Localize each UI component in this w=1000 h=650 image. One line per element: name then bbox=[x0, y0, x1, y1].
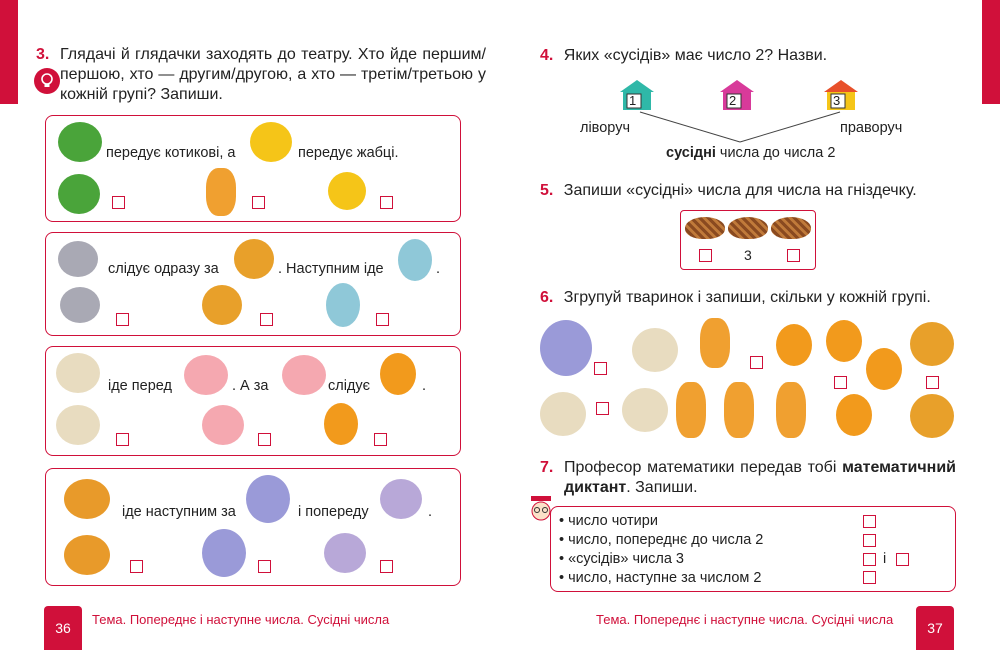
dictation-item-text: число чотири bbox=[568, 513, 658, 529]
left-edge-tab bbox=[0, 0, 18, 104]
dictation-item-text: число, попереднє до числа 2 bbox=[568, 532, 764, 548]
caption-rest: числа до числа 2 bbox=[719, 145, 836, 161]
group-3-text-4: . bbox=[422, 378, 427, 394]
cat-icon bbox=[700, 318, 730, 368]
answer-box[interactable] bbox=[116, 433, 129, 446]
dog-icon bbox=[202, 285, 242, 325]
mouse-icon bbox=[60, 287, 100, 323]
group-2-box bbox=[45, 232, 461, 336]
task-5-text: Запиши «сусідні» числа для числа на гніздечку. bbox=[563, 182, 917, 199]
task-7 bbox=[540, 458, 956, 496]
answer-box[interactable] bbox=[374, 433, 387, 446]
answer-box[interactable] bbox=[260, 313, 273, 326]
cat-icon bbox=[724, 382, 754, 438]
house-number-1: 1 bbox=[629, 93, 637, 108]
sheep-icon bbox=[56, 353, 100, 393]
pig-icon bbox=[184, 355, 228, 395]
answer-box[interactable] bbox=[896, 553, 909, 566]
group-1-text-1: передує котикові, а bbox=[106, 145, 236, 161]
frog-icon bbox=[58, 122, 102, 162]
answer-box[interactable] bbox=[596, 402, 609, 415]
fox-icon bbox=[836, 394, 872, 436]
dictation-item: • число чотири bbox=[559, 513, 658, 529]
footer-topic-left: Тема. Попереднє і наступне числа. Сусідні числа bbox=[92, 612, 390, 627]
group-4-text-3: . bbox=[428, 504, 433, 520]
nest-icon bbox=[728, 217, 768, 239]
pig-icon bbox=[202, 405, 244, 445]
hippo-icon bbox=[380, 479, 422, 519]
dictation-item-text: число, наступне за числом 2 bbox=[568, 570, 762, 586]
group-3-text-2: . А за bbox=[232, 378, 269, 394]
rabbit-icon bbox=[326, 283, 360, 327]
task-4-text: Яких «сусідів» має число 2? Назви. bbox=[563, 47, 828, 64]
task-number: 7. bbox=[540, 459, 554, 476]
answer-box[interactable] bbox=[863, 515, 876, 528]
task-7-text-a: Професор математики передав тобі bbox=[564, 459, 843, 476]
task-number: 4. bbox=[540, 47, 554, 64]
conjunction: і bbox=[883, 551, 887, 567]
task-7-text-b: . Запиши. bbox=[626, 479, 698, 496]
dictation-box bbox=[550, 506, 956, 592]
answer-box[interactable] bbox=[699, 249, 712, 262]
task-6-text: Згрупуй тваринок і запиши, скільки у кожній групі. bbox=[563, 289, 931, 306]
answer-box[interactable] bbox=[130, 560, 143, 573]
group-1-box bbox=[45, 115, 461, 222]
task-5 bbox=[540, 181, 917, 201]
lightbulb-icon bbox=[34, 68, 60, 94]
group-3-text-1: іде перед bbox=[108, 378, 172, 394]
dictation-item-text: «сусідів» числа 3 bbox=[568, 551, 684, 567]
nest-value: 3 bbox=[744, 247, 752, 263]
answer-box[interactable] bbox=[380, 196, 393, 209]
house-number-2: 2 bbox=[729, 93, 737, 108]
dictation-item: • «сусідів» числа 3 bbox=[559, 551, 684, 567]
group-4-box bbox=[45, 468, 461, 586]
page-number-left: 36 bbox=[44, 606, 82, 650]
elephant-icon bbox=[246, 475, 290, 523]
task-3 bbox=[36, 45, 486, 103]
mouse-icon bbox=[58, 241, 98, 277]
answer-box[interactable] bbox=[380, 560, 393, 573]
hippo-icon bbox=[324, 533, 366, 573]
left-label: ліворуч bbox=[580, 120, 630, 136]
sheep-icon bbox=[540, 392, 586, 436]
right-label: праворуч bbox=[840, 120, 903, 136]
cat-icon bbox=[206, 168, 236, 216]
group-2-text-3: . bbox=[436, 261, 441, 277]
answer-box[interactable] bbox=[787, 249, 800, 262]
task-number: 3. bbox=[36, 46, 50, 63]
task-3-text: Глядачі й глядачки заходять до театру. Хто йде першим/першою, хто — другим/другою, а хто — третім/третьою у кожній групі? Запиши. bbox=[60, 46, 486, 103]
dictation-item: • число, наступне за числом 2 bbox=[559, 570, 762, 586]
neighbours-caption bbox=[666, 145, 835, 161]
sheep-icon bbox=[632, 328, 678, 372]
group-2-text-1: слідує одразу за bbox=[108, 261, 219, 277]
fox-icon bbox=[776, 324, 812, 366]
group-3-text-3: слідує bbox=[328, 378, 371, 394]
dictation-item: • число, попереднє до числа 2 bbox=[559, 532, 764, 548]
caption-bold: сусідні bbox=[666, 145, 716, 161]
answer-box[interactable] bbox=[258, 433, 271, 446]
page-number-right: 37 bbox=[916, 606, 954, 650]
cat-icon bbox=[676, 382, 706, 438]
group-4-text-1: іде наступним за bbox=[122, 504, 236, 520]
right-edge-tab bbox=[982, 0, 1000, 104]
answer-box[interactable] bbox=[750, 356, 763, 369]
nest-icon bbox=[771, 217, 811, 239]
frog-icon bbox=[58, 174, 100, 214]
elephant-icon bbox=[202, 529, 246, 577]
group-4-text-2: і попереду bbox=[298, 504, 369, 520]
pig-icon bbox=[282, 355, 326, 395]
fox-icon bbox=[380, 353, 416, 395]
house-icon bbox=[618, 78, 656, 112]
task-4 bbox=[540, 46, 827, 66]
cat-icon bbox=[776, 382, 806, 438]
rabbit-icon bbox=[398, 239, 432, 281]
dog-icon bbox=[234, 239, 274, 279]
house-icon bbox=[718, 78, 756, 112]
footer-topic-right: Тема. Попереднє і наступне числа. Сусідні числа bbox=[596, 612, 894, 627]
connector-lines bbox=[620, 108, 860, 148]
bear-icon bbox=[64, 535, 110, 575]
answer-box[interactable] bbox=[112, 196, 125, 209]
group-1-text-2: передує жабці. bbox=[298, 145, 399, 161]
chick-icon bbox=[328, 172, 366, 210]
bear-icon bbox=[64, 479, 110, 519]
dog-icon bbox=[910, 322, 954, 366]
house-number-3: 3 bbox=[833, 93, 841, 108]
elephant-icon bbox=[540, 320, 592, 376]
answer-box[interactable] bbox=[376, 313, 389, 326]
answer-box[interactable] bbox=[252, 196, 265, 209]
task-7-text-bold: математичний диктант bbox=[564, 459, 956, 496]
nest-box bbox=[680, 210, 816, 270]
fox-icon bbox=[324, 403, 358, 445]
answer-box[interactable] bbox=[116, 313, 129, 326]
task-number: 6. bbox=[540, 289, 554, 306]
group-2-text-2: . Наступним іде bbox=[278, 261, 384, 277]
group-3-box bbox=[45, 346, 461, 456]
fox-icon bbox=[866, 348, 902, 390]
answer-box[interactable] bbox=[594, 362, 607, 375]
answer-box[interactable] bbox=[258, 560, 271, 573]
task-number: 5. bbox=[540, 182, 554, 199]
nest-icon bbox=[685, 217, 725, 239]
answer-box[interactable] bbox=[863, 571, 876, 584]
sheep-icon bbox=[622, 388, 668, 432]
house-icon bbox=[822, 78, 860, 112]
dog-icon bbox=[910, 394, 954, 438]
chick-icon bbox=[250, 122, 292, 162]
answer-box[interactable] bbox=[926, 376, 939, 389]
answer-box[interactable] bbox=[863, 553, 876, 566]
task-7-text bbox=[564, 458, 956, 498]
answer-box[interactable] bbox=[863, 534, 876, 547]
sheep-icon bbox=[56, 405, 100, 445]
task-6 bbox=[540, 288, 931, 308]
answer-box[interactable] bbox=[834, 376, 847, 389]
fox-icon bbox=[826, 320, 862, 362]
